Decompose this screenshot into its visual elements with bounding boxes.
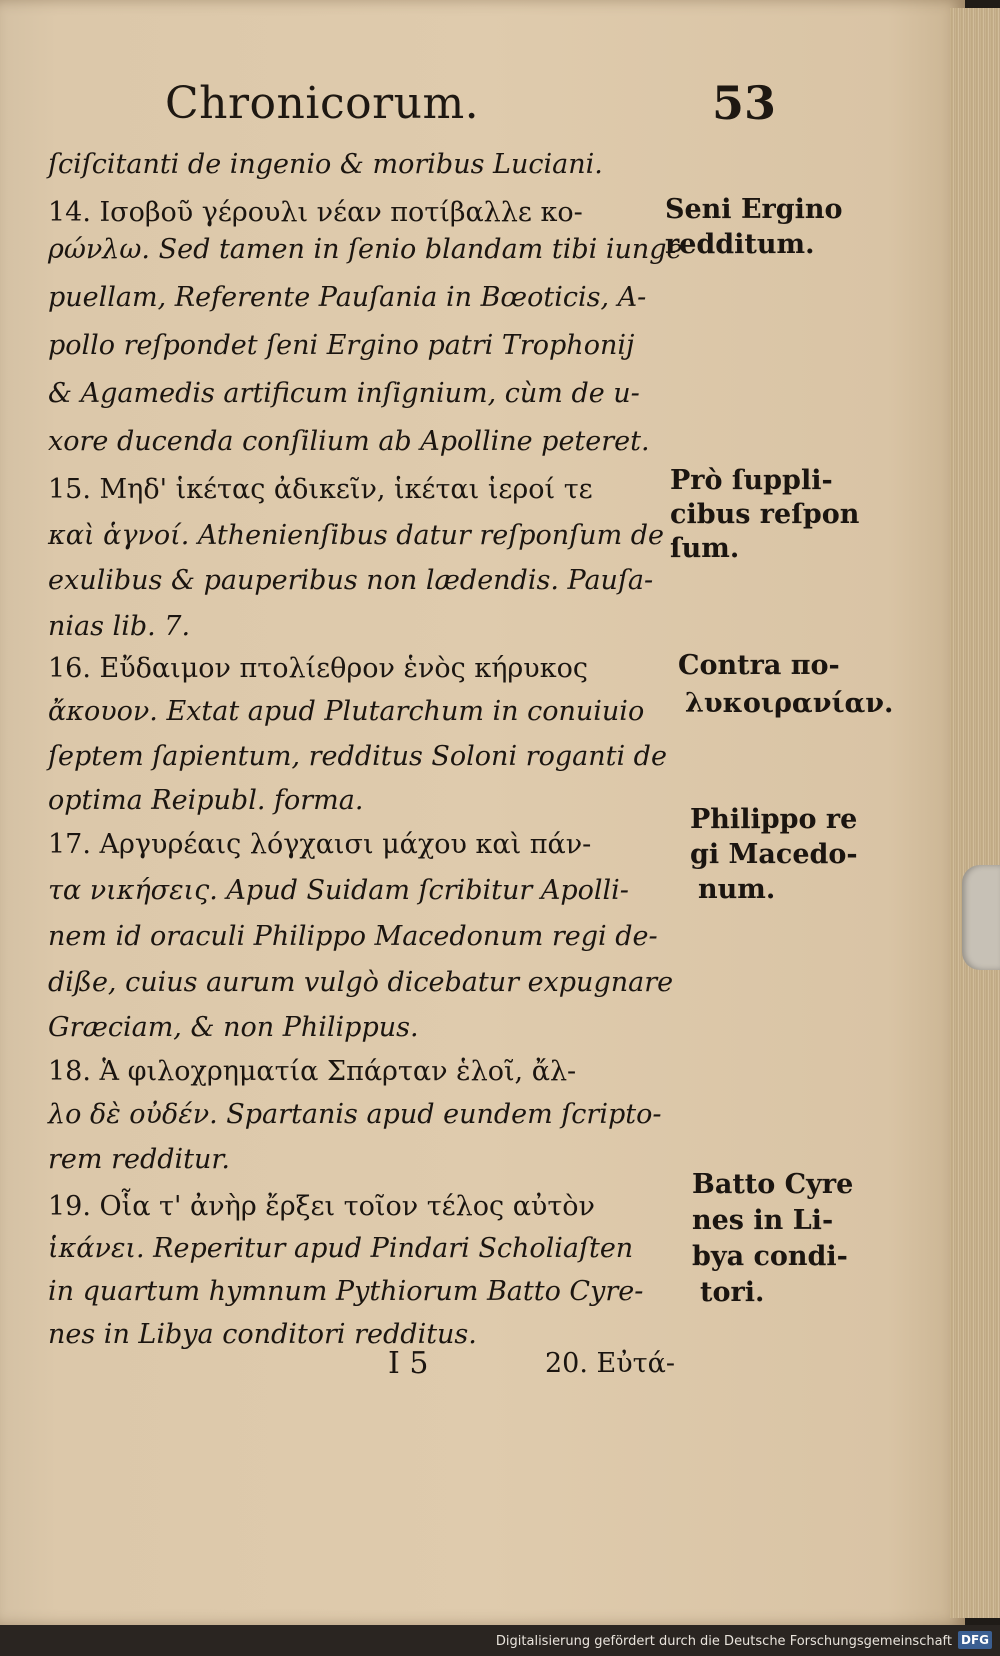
text-line: optima Reipubl. forma. xyxy=(48,785,364,816)
text-line: diße, cuius aurum vulgò dicebatur expugnare xyxy=(48,967,674,998)
margin-note-line: redditum. xyxy=(665,229,815,260)
text-line: rem redditur. xyxy=(48,1144,230,1175)
margin-note-line: num. xyxy=(698,874,776,905)
text-line: pollo reſpondet ſeni Ergino patri Trophonij xyxy=(48,330,635,361)
text-line: λο δὲ οὐδέν. Spartanis apud eundem ſcripto- xyxy=(48,1099,662,1130)
credit-bar xyxy=(0,1625,1000,1656)
text-line: ſeptem ſapientum, redditus Soloni roganti de xyxy=(48,741,667,772)
text-line: in quartum hymnum Pythiorum Batto Cyre- xyxy=(48,1276,644,1307)
margin-note-line: gi Macedo- xyxy=(690,839,858,870)
page-number: 53 xyxy=(712,76,777,130)
text-line: καὶ ἁγνοί. Athenienſibus datur reſponſum de xyxy=(48,520,665,551)
text-line: nem id oraculi Philippo Macedonum regi de- xyxy=(48,921,658,952)
signature-mark: I 5 xyxy=(388,1346,429,1381)
text-line: τα νικήσεις. Apud Suidam ſcribitur Apolli- xyxy=(48,875,629,906)
text-line: xore ducenda conſilium ab Apolline peteret. xyxy=(48,426,650,457)
text-line: 17. Αργυρέαις λόγχαισι μάχου καὶ πάν- xyxy=(48,829,592,860)
margin-note-line: tori. xyxy=(700,1277,765,1308)
margin-note-line: Contra πο- xyxy=(678,650,840,681)
catchword: 20. Εὐτά- xyxy=(545,1348,675,1379)
text-line: 16. Εὔδαιμον πτολίεθρον ἑνὸς κήρυκος xyxy=(48,653,588,684)
binding-clip xyxy=(962,865,1000,970)
credit-text: Digitalisierung gefördert durch die Deutsche Forschungsgemeinschaft xyxy=(495,1634,952,1649)
page-edges xyxy=(950,8,1000,1618)
text-line: 15. Μηδ' ἱκέτας ἀδικεῖν, ἱκέται ἱεροί τε xyxy=(48,474,593,505)
margin-note-line: Batto Cyre xyxy=(692,1169,854,1200)
margin-note-line: bya condi- xyxy=(692,1241,848,1272)
text-line: 19. Οἷα τ' ἀνὴρ ἔρξει τοῖον τέλος αὐτὸν xyxy=(48,1191,595,1222)
text-line: ἱκάνει. Reperitur apud Pindari Scholiaſten xyxy=(48,1233,634,1264)
text-line: 14. Ισοβοῦ γέρουλι νέαν ποτίβαλλε κο- xyxy=(48,197,583,228)
margin-note-line: cibus reſpon xyxy=(670,499,860,530)
text-line: ſciſcitanti de ingenio & moribus Luciani. xyxy=(48,149,603,180)
text-line: 18. Ἁ φιλοχρηματία Σπάρταν ἑλοῖ, ἄλ- xyxy=(48,1056,577,1087)
text-line: Græciam, & non Philippus. xyxy=(48,1012,419,1043)
margin-note-line: nes in Li- xyxy=(692,1205,834,1236)
margin-note-line: ſum. xyxy=(670,533,740,564)
text-line: & Agamedis artificum inſignium, cùm de u- xyxy=(48,378,640,409)
text-line: ρώνλω. Sed tamen in ſenio blandam tibi iunge xyxy=(48,234,683,265)
text-line: nias lib. 7. xyxy=(48,611,191,642)
text-line: nes in Libya conditori redditus. xyxy=(48,1319,477,1350)
margin-note-line: Prò ſuppli- xyxy=(670,465,833,496)
text-line: ἄκουον. Extat apud Plutarchum in conuiuio xyxy=(48,696,645,727)
text-line: puellam, Referente Pauſania in Bœoticis, A- xyxy=(48,282,647,313)
text-line: exulibus & pauperibus non lædendis. Pauſa- xyxy=(48,565,654,596)
margin-note-line: Seni Ergino xyxy=(665,194,843,225)
margin-note-line: λυκοιρανίαν. xyxy=(685,688,894,719)
margin-note-line: Philippo re xyxy=(690,804,858,835)
running-title: Chronicorum. xyxy=(165,78,480,129)
dfg-logo-icon: DFG xyxy=(958,1631,992,1649)
